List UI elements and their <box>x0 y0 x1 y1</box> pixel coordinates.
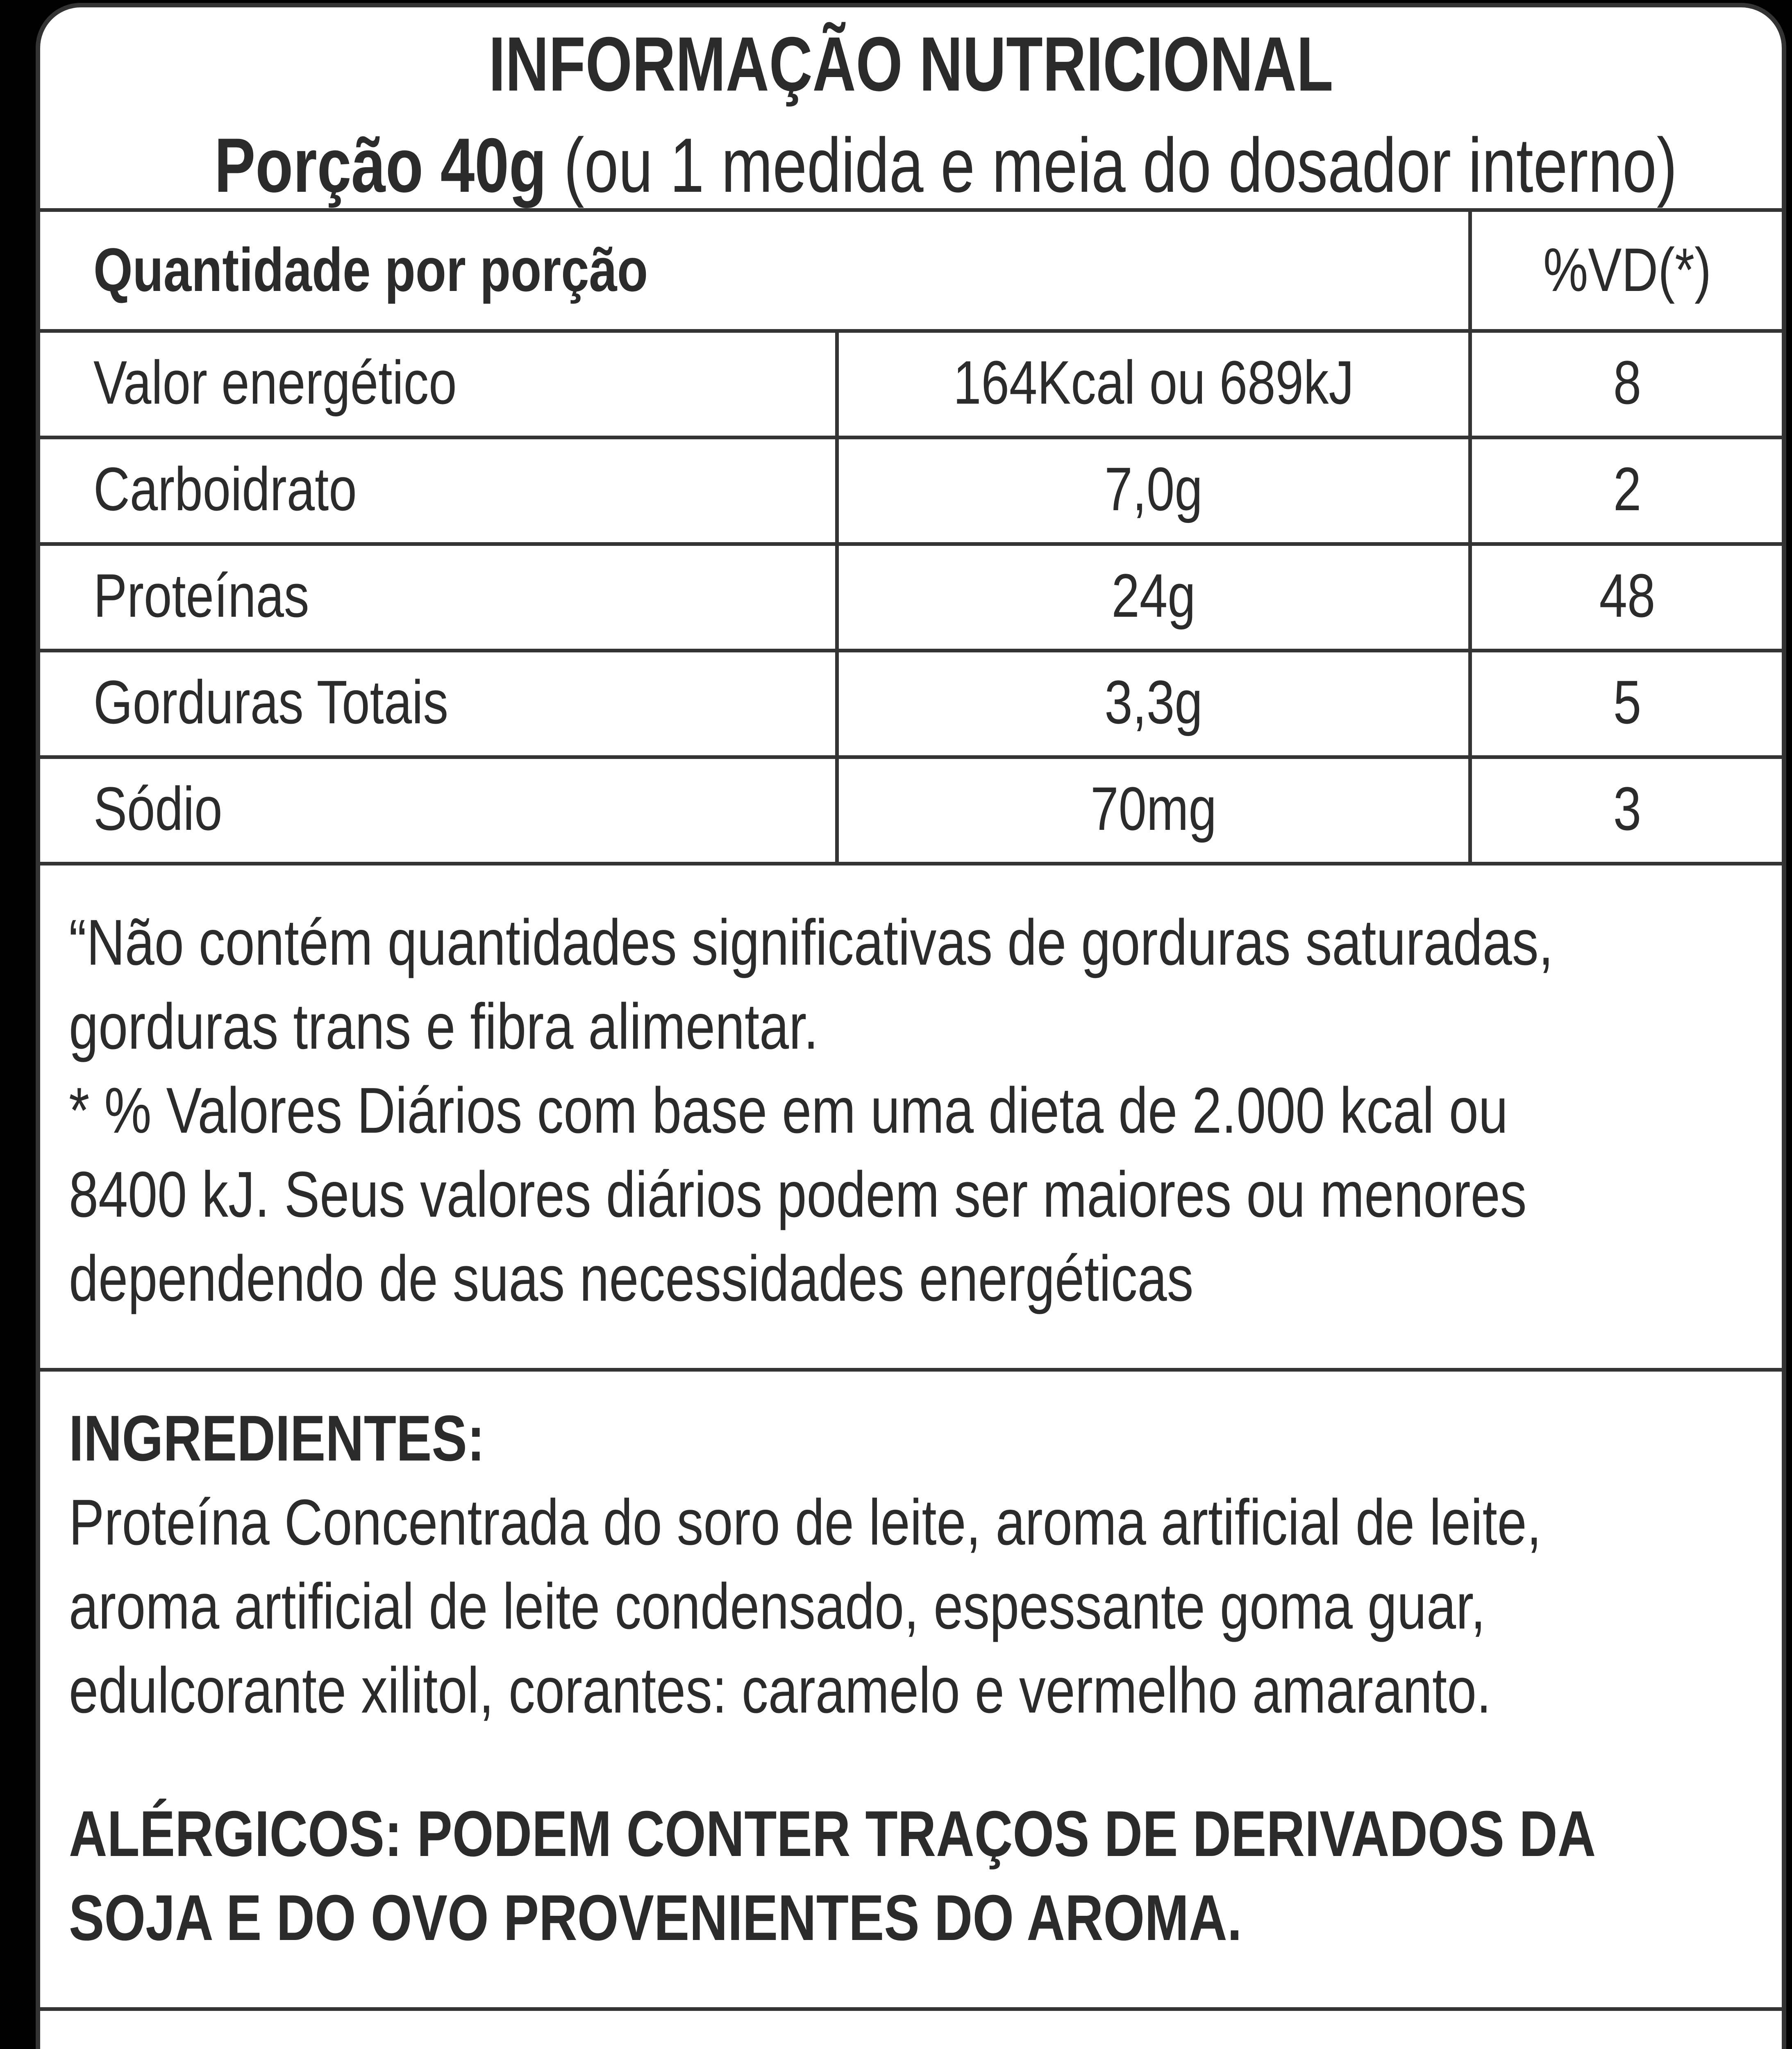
divider <box>40 755 1782 759</box>
nutrient-amount: 3,3g <box>1104 668 1203 736</box>
nutrient-amount: 24g <box>1111 561 1196 630</box>
divider <box>40 329 1782 333</box>
divider <box>40 542 1782 546</box>
divider <box>40 1368 1782 1372</box>
nutrient-vd: 48 <box>1599 561 1656 630</box>
nutrient-amount: 164Kcal ou 689kJ <box>953 348 1354 417</box>
note-line: * % Valores Diários com base em uma dieta de 2.000 kcal ou <box>69 1074 1508 1147</box>
ingredients-line: aroma artificial de leite condensado, espessante goma guar, <box>69 1570 1486 1642</box>
label-title: INFORMAÇÃO NUTRICIONAL <box>488 21 1333 107</box>
note-line: “Não contém quantidades significativas de gorduras saturadas, <box>69 906 1554 979</box>
nutrient-amount: 70mg <box>1090 774 1217 843</box>
divider <box>40 2007 1782 2011</box>
column-header-vd: %VD(*) <box>1543 235 1712 304</box>
nutrient-vd: 8 <box>1613 348 1642 417</box>
divider <box>40 862 1782 865</box>
ingredients-heading: INGREDIENTES: <box>69 1402 485 1474</box>
nutrient-vd: 3 <box>1613 774 1642 843</box>
nutrient-amount: 7,0g <box>1104 454 1203 523</box>
divider <box>40 649 1782 652</box>
note-line: gorduras trans e fibra alimentar. <box>69 990 819 1063</box>
column-divider <box>1468 208 1472 865</box>
portion-amount: Porção 40g <box>214 122 547 208</box>
divider <box>40 208 1782 212</box>
nutrient-name: Carboidrato <box>93 454 357 523</box>
divider <box>40 436 1782 439</box>
allergen-warning: SOJA E DO OVO PROVENIENTES DO AROMA. <box>69 1882 1242 1954</box>
nutrient-name: Sódio <box>93 774 223 843</box>
column-divider <box>835 329 839 865</box>
note-line: dependendo de suas necessidades energéticas <box>69 1243 1194 1315</box>
nutrient-vd: 2 <box>1613 454 1642 523</box>
ingredients-line: Proteína Concentrada do soro de leite, aroma artificial de leite, <box>69 1486 1542 1558</box>
nutrient-name: Valor energético <box>93 348 457 417</box>
portion-size <box>214 122 1677 208</box>
allergen-warning: ALÉRGICOS: PODEM CONTER TRAÇOS DE DERIVADOS DA <box>69 1798 1596 1870</box>
nutrient-name: Gorduras Totais <box>93 668 448 736</box>
portion-note: (ou 1 medida e meia do dosador interno) <box>563 122 1677 208</box>
ingredients-line: edulcorante xilitol, corantes: caramelo e vermelho amaranto. <box>69 1654 1492 1726</box>
nutrient-name: Proteínas <box>93 561 309 630</box>
nutrient-vd: 5 <box>1613 668 1642 736</box>
nutrition-label <box>36 3 1786 2049</box>
note-line: 8400 kJ. Seus valores diários podem ser maiores ou menores <box>69 1159 1527 1231</box>
column-header-quantity: Quantidade por porção <box>93 235 648 304</box>
